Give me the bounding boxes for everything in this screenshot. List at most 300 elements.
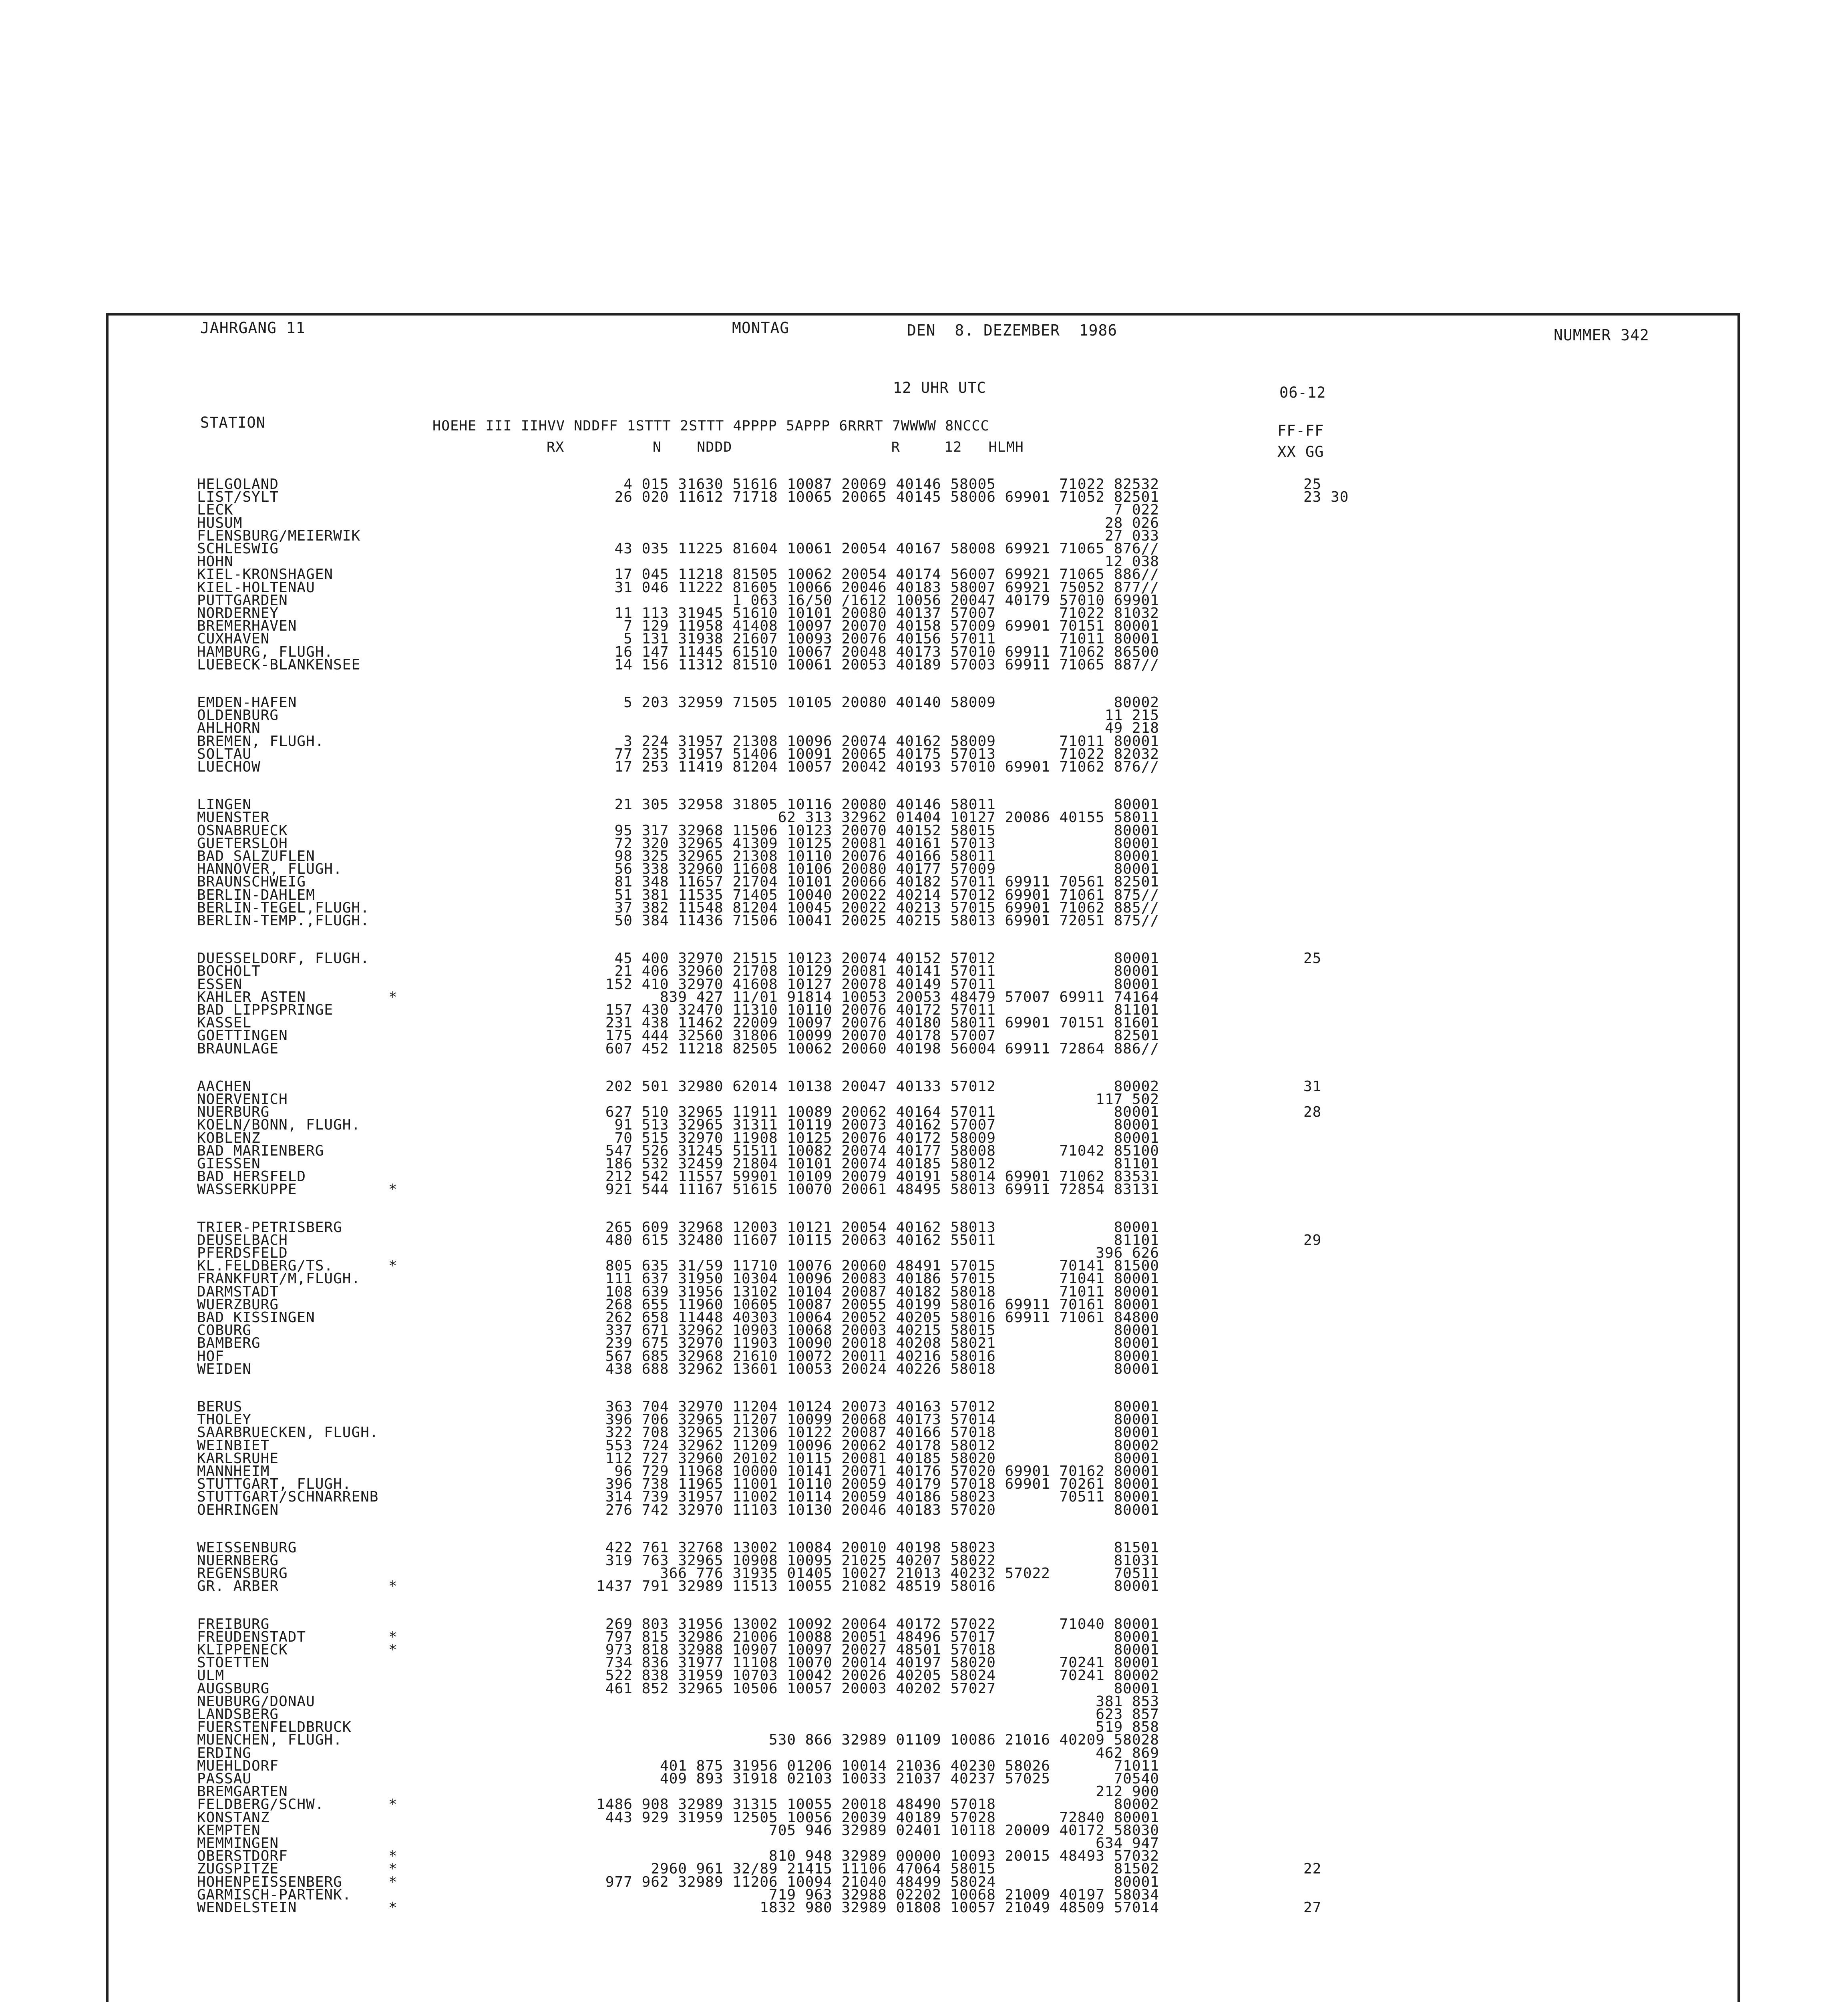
station-name: GIESSEN [197,1156,261,1172]
table-row [0,1732,1848,1749]
station-name: BRAUNLAGE [197,1040,279,1057]
table-row [0,990,1848,1003]
jahrgang-label: JAHRGANG 11 [200,319,306,337]
observation-codes: 381 853 [1096,1693,1159,1710]
station-name: KASSEL [197,1015,252,1031]
observation-codes: 43 035 11225 81604 10061 20054 40167 58008 69921 71065 876// [614,541,1159,557]
table-row [0,1680,1848,1697]
observation-codes: 239 675 32970 11903 10090 20018 40208 58021 80001 [605,1335,1159,1352]
mountain-station-marker: * [388,1861,398,1877]
station-name: TRIER-PETRISBERG [197,1219,342,1236]
station-name: BREMGARTEN [197,1783,288,1800]
table-row [0,1233,1848,1246]
observation-codes: 462 869 [1096,1745,1159,1761]
station-name: HOHN [197,553,233,570]
observation-codes: 921 544 11167 51615 10070 20061 48495 58013 69911 72854 83131 [605,1181,1159,1198]
observation-codes: 607 452 11218 82505 10062 20060 40198 56004 69911 72864 886// [605,1040,1159,1057]
table-row [0,1322,1848,1339]
observation-codes: 49 218 [1104,720,1159,737]
station-name: BAD LIPPSPRINGE [197,1002,334,1018]
wind-gust-value: 25 [1303,950,1322,967]
observation-codes: 363 704 32970 11204 10124 20073 40163 57012 80001 [605,1399,1159,1415]
station-name: HUSUM [197,515,243,531]
station-name: LUECHOW [197,759,261,775]
observation-codes: 27 033 [1104,527,1159,544]
table-row [0,1464,1848,1477]
observation-codes: 805 635 31/59 11710 10076 20060 48491 57015 70141 81500 [605,1258,1159,1274]
station-name: MUENSTER [197,809,270,826]
observation-codes: 461 852 32965 10506 10057 20003 40202 57027 80001 [605,1680,1159,1697]
table-row [0,1285,1848,1298]
station-name: COBURG [197,1322,252,1339]
table-row [0,566,1848,583]
mountain-station-marker: * [388,1181,398,1198]
right-header-line2: XX GG [1277,443,1324,460]
mountain-station-marker: * [388,1796,398,1813]
table-row [0,1848,1848,1865]
table-row [0,861,1848,878]
station-name: NUERNBERG [197,1552,279,1569]
table-row [0,875,1848,888]
table-row [0,1706,1848,1723]
observation-codes: 480 615 32480 11607 10115 20063 40162 55011 81101 [605,1232,1159,1248]
station-name: NORDERNEY [197,605,279,621]
observation-codes: 734 836 31977 11108 10070 20014 40197 58020 70241 80001 [605,1654,1159,1671]
table-row [0,1078,1848,1095]
station-name: AHLHORN [197,720,261,737]
observation-codes: 443 929 31959 12505 10056 20039 40189 57028 72840 80001 [605,1809,1159,1826]
table-row [0,1476,1848,1493]
wind-gust-value: 25 [1303,476,1322,492]
station-name: AACHEN [197,1078,252,1095]
table-row [0,1309,1848,1326]
table-row [0,1246,1848,1259]
observation-codes: 567 685 32968 21610 10072 20011 40216 58016 80001 [605,1348,1159,1365]
observation-codes: 202 501 32980 62014 10138 20047 40133 57012 80002 [605,1078,1159,1095]
table-row [0,1693,1848,1710]
station-name: MUEHLDORF [197,1757,279,1774]
observation-codes: 17 253 11419 81204 10057 20042 40193 57010 69901 71062 876// [614,759,1159,775]
station-name: BERLIN-TEGEL,FLUGH. [197,899,370,916]
observation-codes: 797 815 32986 21006 10088 20051 48496 57017 80001 [605,1628,1159,1645]
table-row [0,1270,1848,1287]
observation-codes: 1437 791 32989 11513 10055 21082 48519 58016 80001 [596,1578,1159,1595]
table-row [0,849,1848,862]
station-name: WENDELSTEIN [197,1899,297,1916]
station-name: LINGEN [197,796,252,813]
observation-codes: 11 215 [1104,707,1159,724]
observation-codes: 108 639 31956 13102 10104 20087 40182 58018 71011 80001 [605,1283,1159,1300]
observation-codes: 1 063 16/50 /1612 10056 20047 40179 57010 69901 [732,592,1159,609]
observation-codes: 5 131 31938 21607 10093 20076 40156 57011 71011 80001 [623,631,1159,647]
observation-codes: 1486 908 32989 31315 10055 20018 48490 57018 80002 [596,1796,1159,1813]
observation-codes: 973 818 32988 10907 10097 20027 48501 57018 80001 [605,1642,1159,1658]
station-name: HOF [197,1348,225,1365]
table-row [0,1489,1848,1506]
table-row [0,1027,1848,1044]
table-row [0,1259,1848,1272]
station-name: HAMBURG, FLUGH. [197,643,334,660]
station-name: GOETTINGEN [197,1027,288,1044]
station-name: BREMERHAVEN [197,618,297,635]
table-row [0,632,1848,645]
station-name: FUERSTENFELDBRUCK [197,1719,352,1736]
station-name: KIEL-KRONSHAGEN [197,566,334,583]
station-name: BAD SALZUFLEN [197,848,315,864]
station-name: LIST/SYLT [197,489,279,506]
table-row [0,1400,1848,1413]
station-name: BERLIN-TEMP.,FLUGH. [197,913,370,929]
station-name: ESSEN [197,976,243,993]
observation-codes: 553 724 32962 11209 10096 20062 40178 58012 80002 [605,1437,1159,1454]
table-row [0,1822,1848,1839]
right-header-line1: FF-FF [1277,422,1324,439]
weekday-label: MONTAG [732,319,790,337]
table-row [0,1552,1848,1569]
station-name: AUGSBURG [197,1680,270,1697]
observation-codes: 265 609 32968 12003 10121 20054 40162 58013 80001 [605,1219,1159,1236]
station-name: KARLSRUHE [197,1450,279,1467]
station-name: BERLIN-DAHLEM [197,886,315,903]
observation-codes: 705 946 32989 02401 10118 20009 40172 58030 [769,1822,1159,1839]
station-name: FELDBERG/SCHW. [197,1796,324,1813]
observation-codes: 111 637 31950 10304 10096 20083 40186 57015 71041 80001 [605,1270,1159,1287]
table-row [0,1131,1848,1144]
observation-codes: 50 384 11436 71506 10041 20025 40215 58013 69901 72051 875// [614,913,1159,929]
station-name: KEMPTEN [197,1822,261,1839]
observation-codes: 62 313 32962 01404 10127 20086 40155 58011 [778,809,1159,826]
station-name: DEUSELBACH [197,1232,288,1248]
observation-codes: 112 727 32960 20102 10115 20081 40185 58020 80001 [605,1450,1159,1467]
station-name: FRANKFURT/M,FLUGH. [197,1270,361,1287]
station-name: HOHENPEISSENBERG [197,1873,342,1890]
observation-codes: 623 857 [1096,1706,1159,1723]
code-header-line1: HOEHE III IIHVV NDDFF 1STTT 2STTT 4PPPP 5APPP 6RRRT 7WWWW 8NCCC [432,418,989,434]
observation-codes: 530 866 32989 01109 10086 21016 40209 58028 [769,1732,1159,1749]
observation-codes: 627 510 32965 11911 10089 20062 40164 57011 80001 [605,1104,1159,1121]
mountain-station-marker: * [388,1578,398,1595]
station-name: LUEBECK-BLANKENSEE [197,656,361,673]
table-row [0,888,1848,901]
observation-codes: 977 962 32989 11206 10094 21040 48499 58024 80001 [605,1873,1159,1890]
station-name: BERUS [197,1399,243,1415]
mountain-station-marker: * [388,1899,398,1916]
station-name: PASSAU [197,1771,252,1787]
observation-codes: 28 026 [1104,515,1159,531]
mountain-station-marker: * [388,1642,398,1658]
station-name: KONSTANZ [197,1809,270,1826]
observation-codes: 81 348 11657 21704 10101 20066 40182 57011 69911 70561 82501 [614,874,1159,890]
station-name: LANDSBERG [197,1706,279,1723]
station-name: CUXHAVEN [197,631,270,647]
table-row [0,720,1848,737]
table-row [0,1901,1848,1914]
table-row [0,1719,1848,1736]
observation-codes: 314 739 31957 11002 10114 20059 40186 58023 70511 80001 [605,1489,1159,1506]
table-row [0,1157,1848,1170]
table-row [0,1335,1848,1352]
station-name: HANNOVER, FLUGH. [197,861,342,878]
table-row [0,529,1848,542]
table-row [0,645,1848,658]
station-name: BOCHOLT [197,963,261,980]
table-row [0,707,1848,724]
table-row [0,1181,1848,1198]
station-name: KAHLER ASTEN [197,989,306,1005]
station-name: SAARBRUECKEN, FLUGH. [197,1424,379,1441]
station-name: OLDENBURG [197,707,279,724]
observation-codes: 72 320 32965 41309 10125 20081 40161 57013 80001 [614,835,1159,852]
observation-codes: 719 963 32988 02202 10068 21009 40197 58034 [769,1886,1159,1903]
station-name: SOLTAU [197,746,252,762]
observation-codes: 11 113 31945 51610 10101 20080 40137 57007 71022 81032 [614,605,1159,621]
station-name: KOELN/BONN, FLUGH. [197,1117,361,1134]
table-row [0,1424,1848,1441]
mountain-station-marker: * [388,989,398,1005]
observation-codes: 396 706 32965 11207 10099 20068 40173 57014 80001 [605,1411,1159,1428]
observation-codes: 14 156 11312 81510 10061 20053 40189 57003 69911 71065 887// [614,656,1159,673]
observation-codes: 322 708 32965 21306 10122 20087 40166 57018 80001 [605,1424,1159,1441]
station-name: BAMBERG [197,1335,261,1352]
observation-codes: 366 776 31935 01405 10027 21013 40232 57022 70511 [660,1565,1159,1582]
observation-codes: 276 742 32970 11103 10130 20046 40183 57020 80001 [605,1502,1159,1518]
table-row [0,1836,1848,1849]
table-row [0,1042,1848,1055]
station-name: THOLEY [197,1411,252,1428]
table-row [0,1654,1848,1671]
table-row [0,1772,1848,1785]
observation-codes: 268 655 11960 10605 10087 20055 40199 58016 69911 70161 80001 [605,1296,1159,1313]
table-row [0,694,1848,711]
station-name: STOETTEN [197,1654,270,1671]
wind-gust-value: 31 [1303,1078,1322,1095]
observation-codes: 98 325 32965 21308 10110 20076 40166 58011 80001 [614,848,1159,864]
table-row [0,1144,1848,1157]
table-row [0,1565,1848,1582]
table-row [0,963,1848,980]
table-row [0,1437,1848,1454]
wind-gust-value: 22 [1303,1861,1322,1877]
observation-codes: 212 900 [1096,1783,1159,1800]
observation-codes: 5 203 32959 71505 10105 20080 40140 58009 80002 [623,694,1159,711]
station-name: GR. ARBER [197,1578,279,1595]
table-row [0,914,1848,927]
table-row [0,1759,1848,1772]
observation-codes: 4 015 31630 51616 10087 20069 40146 58005 71022 82532 [623,476,1159,492]
station-name: BREMEN, FLUGH. [197,733,324,750]
table-row [0,489,1848,506]
observation-codes: 319 763 32965 10908 10095 21025 40207 58022 81031 [605,1552,1159,1569]
table-row [0,1783,1848,1800]
table-row [0,618,1848,635]
observation-codes: 519 858 [1096,1719,1159,1736]
table-row [0,1888,1848,1901]
table-row [0,1091,1848,1108]
table-row [0,809,1848,826]
station-name: NUERBURG [197,1104,270,1121]
observation-codes: 2960 961 32/89 21415 11106 47064 58015 81502 [651,1861,1159,1877]
station-name: STUTTGART, FLUGH. [197,1476,352,1493]
issue-number: NUMMER 342 [1554,326,1649,344]
station-name: BAD MARIENBERG [197,1142,324,1159]
station-name: STUTTGART/SCHNARRENB [197,1489,379,1506]
table-row [0,1862,1848,1875]
table-row [0,1643,1848,1656]
station-name: FLENSBURG/MEIERWIK [197,527,361,544]
observation-codes: 91 513 32965 31311 10119 20073 40162 57007 80001 [614,1117,1159,1134]
station-name: WASSERKUPPE [197,1181,297,1198]
table-row [0,1746,1848,1759]
observation-codes: 31 046 11222 81605 10066 20046 40183 58007 69921 75052 877// [614,579,1159,596]
observation-codes: 409 893 31918 02103 10033 21037 40237 57025 70540 [660,1771,1159,1787]
table-row [0,1219,1848,1236]
table-row [0,1630,1848,1643]
station-column-header: STATION [200,414,265,431]
table-row [0,1348,1848,1365]
wind-gust-value: 28 [1303,1104,1322,1121]
table-row [0,1796,1848,1813]
observation-codes: 810 948 32989 00000 10093 20015 48493 57032 [769,1848,1159,1865]
observation-codes: 152 410 32970 41608 10127 20078 40149 57011 80001 [605,976,1159,993]
observation-codes: 56 338 32960 11608 10106 20080 40177 57009 80001 [614,861,1159,878]
station-name: BRAUNSCHWEIG [197,874,306,890]
right-time-label: 06-12 [1279,384,1326,401]
station-name: MUENCHEN, FLUGH. [197,1732,342,1749]
station-name: DARMSTADT [197,1283,279,1300]
table-row [0,950,1848,967]
table-row [0,1541,1848,1554]
table-row [0,542,1848,555]
observation-codes: 7 129 11958 41408 10097 20070 40158 57009 69901 70151 80001 [623,618,1159,635]
station-name: LECK [197,502,233,519]
observation-codes: 547 526 31245 51511 10082 20074 40177 58008 71042 85100 [605,1142,1159,1159]
station-name: ZUGSPITZE [197,1861,279,1877]
station-name: PFERDSFELD [197,1245,288,1261]
table-row [0,502,1848,519]
table-row [0,1450,1848,1467]
table-row [0,658,1848,671]
observation-codes: 231 438 11462 22009 10097 20076 40180 58011 69901 70151 81601 [605,1015,1159,1031]
wind-gust-value: 29 [1303,1232,1322,1248]
table-row [0,901,1848,914]
observation-codes: 77 235 31957 51406 10091 20065 40175 57013 71022 82032 [614,746,1159,762]
table-row [0,516,1848,529]
table-row [0,579,1848,596]
mountain-station-marker: * [388,1848,398,1865]
table-row [0,1578,1848,1595]
observation-codes: 1832 980 32989 01808 10057 21049 48509 57014 [760,1899,1159,1916]
table-row [0,1003,1848,1016]
observation-codes: 37 382 11548 81204 10045 20022 40213 57015 69901 71062 885// [614,899,1159,916]
table-row [0,747,1848,760]
station-name: ERDING [197,1745,252,1761]
station-name: GUETERSLOH [197,835,288,852]
station-name: MEMMINGEN [197,1835,279,1851]
table-row [0,1298,1848,1311]
table-row [0,822,1848,839]
station-name: KL.FELDBERG/TS. [197,1258,334,1274]
mountain-station-marker: * [388,1873,398,1890]
table-row [0,1168,1848,1185]
station-name: KOBLENZ [197,1130,261,1146]
station-name: FREIBURG [197,1616,270,1632]
table-row [0,606,1848,619]
station-name: FREUDENSTADT [197,1628,306,1645]
observation-codes: 438 688 32962 13601 10053 20024 40226 58018 80001 [605,1361,1159,1377]
station-name: BAD KISSINGEN [197,1309,315,1326]
table-row [0,1875,1848,1888]
station-name: REGENSBURG [197,1565,288,1582]
station-name: MANNHEIM [197,1463,270,1479]
observation-codes: 95 317 32968 11506 10123 20070 40152 58015 80001 [614,822,1159,839]
table-row [0,1503,1848,1516]
mountain-station-marker: * [388,1628,398,1645]
table-row [0,1117,1848,1134]
observation-codes: 396 738 11965 11001 10110 20059 40179 57018 69901 70261 80001 [605,1476,1159,1493]
table-row [0,1362,1848,1375]
mountain-station-marker: * [388,1258,398,1274]
table-row [0,592,1848,609]
observation-codes: 175 444 32560 31806 10099 20070 40178 57007 82501 [605,1027,1159,1044]
station-name: KLIPPENECK [197,1642,288,1658]
station-name: KIEL-HOLTENAU [197,579,315,596]
station-name: ULM [197,1667,225,1684]
observation-codes: 7 022 [1114,502,1159,519]
station-name: BAD HERSFELD [197,1168,306,1185]
station-name: SCHLESWIG [197,541,279,557]
table-row [0,1667,1848,1684]
observation-codes: 396 626 [1096,1245,1159,1261]
table-row [0,835,1848,852]
table-row [0,1809,1848,1826]
table-row [0,1411,1848,1428]
station-name: PUTTGARDEN [197,592,288,609]
table-row [0,1016,1848,1029]
observation-codes: 186 532 32459 21804 10101 20074 40185 58012 81101 [605,1156,1159,1172]
table-row [0,1617,1848,1630]
observation-codes: 51 381 11535 71405 10040 20022 40214 57012 69901 71061 875// [614,886,1159,903]
station-name: OSNABRUECK [197,822,288,839]
observation-codes: 269 803 31956 13002 10092 20064 40172 57022 71040 80001 [605,1616,1159,1632]
observation-codes: 117 502 [1096,1091,1159,1108]
observation-codes: 12 038 [1104,553,1159,570]
observation-codes: 3 224 31957 21308 10096 20074 40162 58009 71011 80001 [623,733,1159,750]
observation-codes: 634 947 [1096,1835,1159,1851]
station-name: EMDEN-HAFEN [197,694,297,711]
station-name: HELGOLAND [197,476,279,492]
table-row [0,1104,1848,1121]
station-name: WEINBIET [197,1437,270,1454]
station-name: WUERZBURG [197,1296,279,1313]
observation-codes: 17 045 11218 81505 10062 20054 40174 56007 69921 71065 886// [614,566,1159,583]
observation-codes: 21 305 32958 31805 10116 20080 40146 58011 80001 [614,796,1159,813]
observation-codes: 21 406 32960 21708 10129 20081 40141 57011 80001 [614,963,1159,980]
observation-codes: 401 875 31956 01206 10014 21036 40230 58026 71011 [660,1757,1159,1774]
table-row [0,477,1848,490]
observation-codes: 522 838 31959 10703 10042 20026 40205 58024 70241 80002 [605,1667,1159,1684]
observation-codes: 26 020 11612 71718 10065 20065 40145 58006 69901 71052 82501 [614,489,1159,506]
wind-gust-value: 23 30 [1303,489,1349,506]
station-name: NEUBURG/DONAU [197,1693,315,1710]
station-name: OBERSTDORF [197,1848,288,1865]
table-row [0,553,1848,570]
date-label: DEN 8. DEZEMBER 1986 [907,322,1118,339]
station-name: OEHRINGEN [197,1502,279,1518]
time-label: 12 UHR UTC [893,379,986,396]
station-name: NOERVENICH [197,1091,288,1108]
station-name: WEIDEN [197,1361,252,1377]
observation-codes: 70 515 32970 11908 10125 20076 40172 58009 80001 [614,1130,1159,1146]
